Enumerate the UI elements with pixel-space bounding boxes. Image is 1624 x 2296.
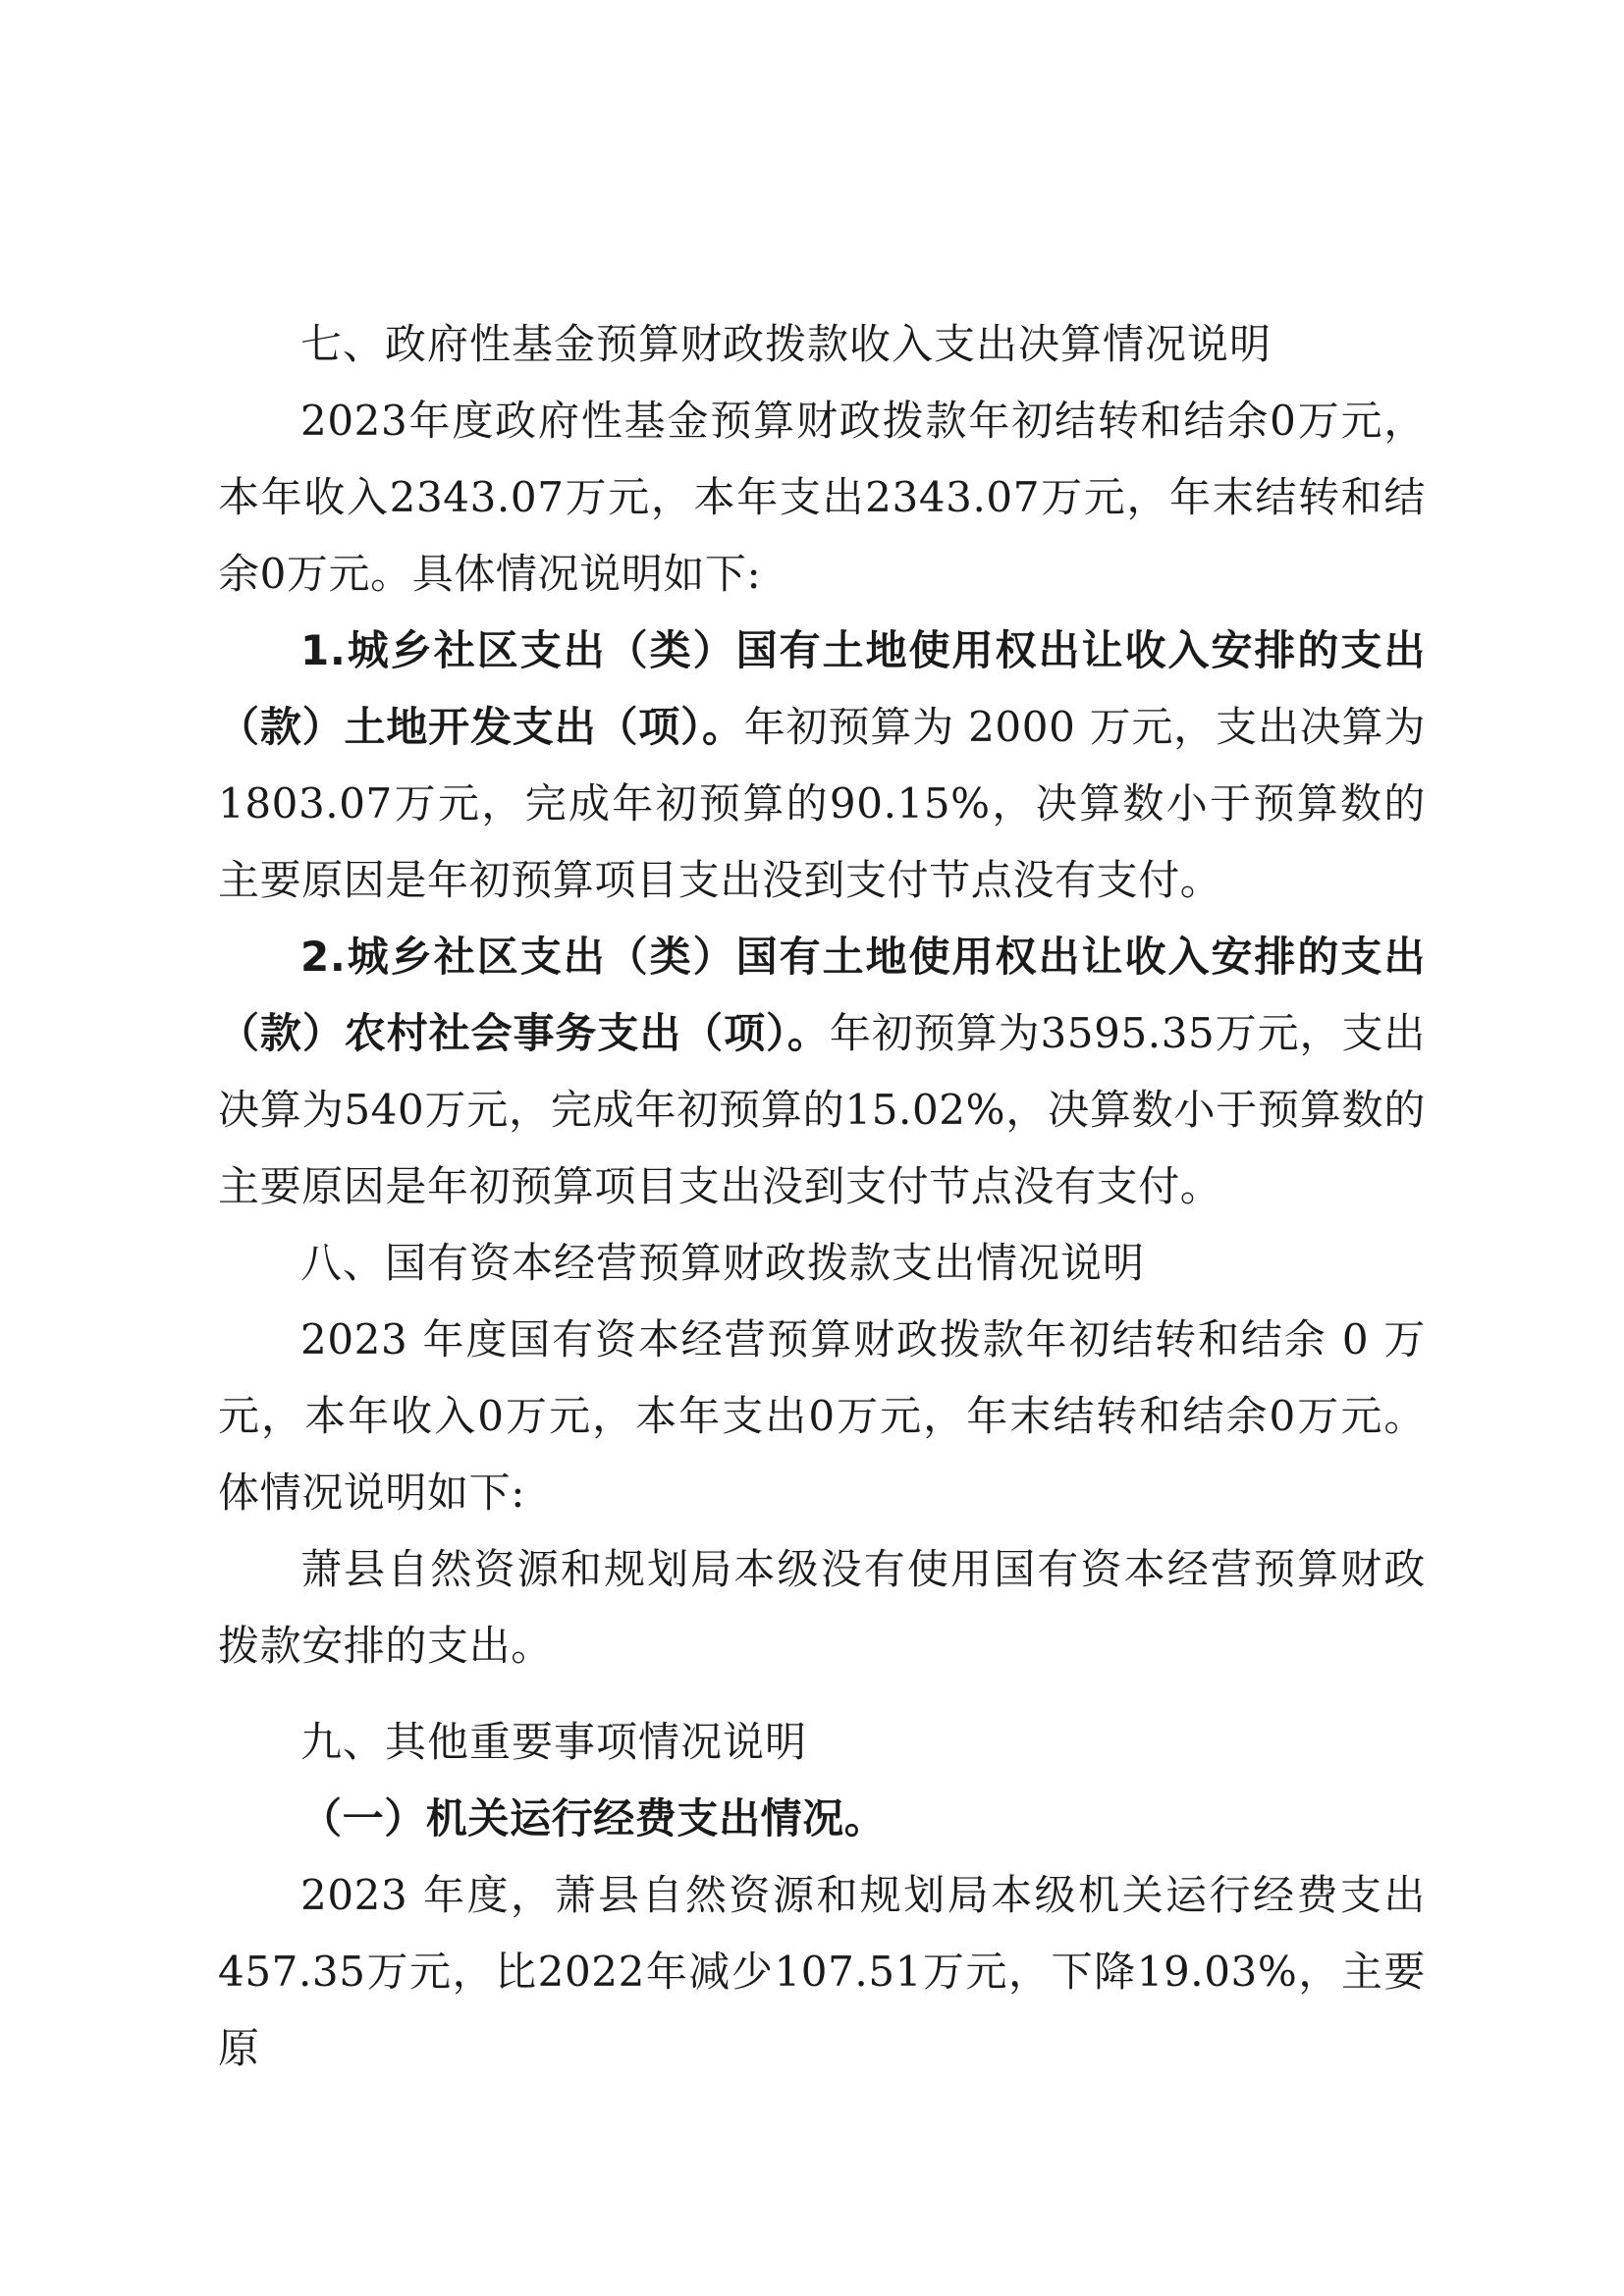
section-7-item-2 xyxy=(218,919,1426,1225)
section-9-heading: 九、其他重要事项情况说明 xyxy=(300,1718,808,1766)
section-9-sub-1: （一）机关运行经费支出情况。 xyxy=(300,1794,887,1842)
section-7-item-1-text: 年初预算为 2000 万元，支出决算为1803.07万元，完成年初预算的90.15%，决算数小于预算数的主要原因是年初预算项目支出没到支付节点没有支付。 xyxy=(218,703,1426,904)
section-8-intro: 2023 年度国有资本经营预算财政拨款年初结转和结余 0 万元，本年收入0万元，本年支出0万元，年末结转和结余0万元。体情况说明如下: xyxy=(218,1315,1426,1517)
section-7-item-1 xyxy=(218,613,1426,919)
section-8-detail: 萧县自然资源和规划局本级没有使用国有资本经营预算财政拨款安排的支出。 xyxy=(218,1545,1426,1670)
section-8-heading: 八、国有资本经营预算财政拨款支出情况说明 xyxy=(300,1239,1146,1287)
document-page xyxy=(218,306,1426,2087)
section-9-subheading xyxy=(218,1781,1426,1857)
section-9-text: 2023 年度，萧县自然资源和规划局本级机关运行经费支出457.35万元，比2022年减少107.51万元，下降19.03%，主要原 xyxy=(218,1871,1426,2072)
section-7-heading: 七、政府性基金预算财政拨款收入支出决算情况说明 xyxy=(300,320,1272,368)
section-7-item-2-title: 2.城乡社区支出（类）国有土地使用权出让收入安排的支出（款）农村社会事务支出（项）。 xyxy=(218,933,1426,1057)
section-7-item-1-title: 1.城乡社区支出（类）国有土地使用权出让收入安排的支出（款）土地开发支出（项）。 xyxy=(218,626,1426,751)
section-7-item-2-text: 年初预算为3595.35万元，支出决算为540万元，完成年初预算的15.02%，决算数小于预算数的主要原因是年初预算项目支出没到支付节点没有支付。 xyxy=(218,1009,1426,1210)
section-7-intro: 2023年度政府性基金预算财政拨款年初结转和结余0万元，本年收入2343.07万元，本年支出2343.07万元，年末结转和结余0万元。具体情况说明如下: xyxy=(218,397,1426,598)
